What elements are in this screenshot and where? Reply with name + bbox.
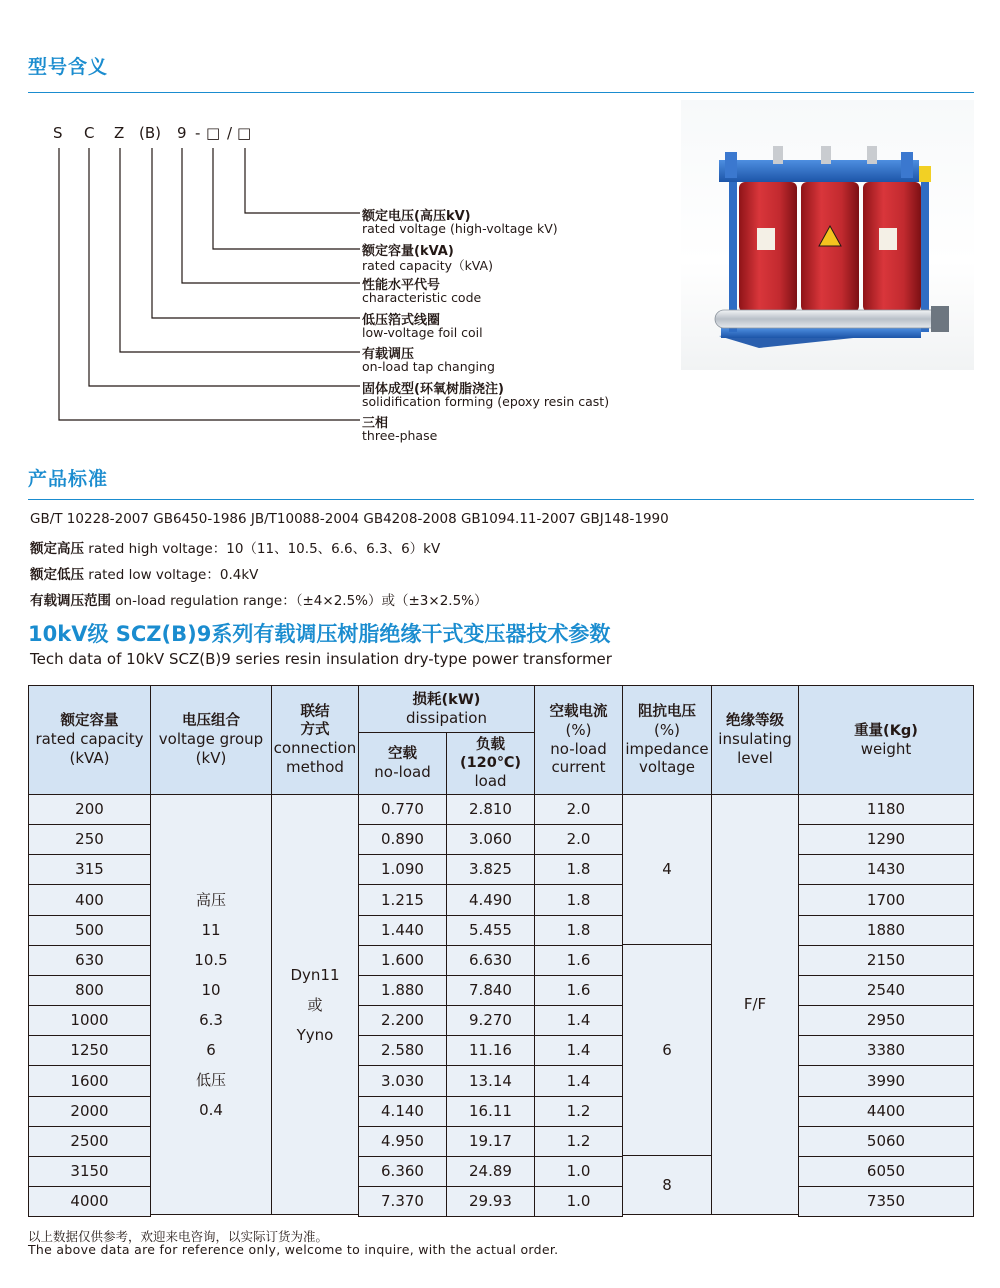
section-divider xyxy=(28,499,974,500)
table-cell-weight: 4400 xyxy=(798,1096,974,1127)
table-cell-weight: 2540 xyxy=(798,975,974,1006)
table-cell-current: 1.0 xyxy=(534,1156,623,1187)
rated-low-voltage xyxy=(30,563,258,583)
voltage-group-line: 6 xyxy=(206,1040,216,1059)
voltage-group-line: 10 xyxy=(201,980,221,999)
header-weight xyxy=(798,685,974,795)
table-cell-noload: 7.370 xyxy=(358,1186,447,1217)
voltage-group-line: 11 xyxy=(201,920,221,939)
table-cell-current: 1.4 xyxy=(534,1035,623,1066)
section-title-model-meaning: 型号含义 xyxy=(28,56,109,78)
table-cell-capacity: 630 xyxy=(28,945,151,976)
legend-zh: 性能水平代号 xyxy=(362,278,441,293)
header-voltage-group xyxy=(150,685,272,795)
table-cell-weight: 1880 xyxy=(798,915,974,946)
table-cell-load: 11.16 xyxy=(446,1035,535,1066)
table-cell-noload: 0.890 xyxy=(358,824,447,855)
header-capacity-unit: (kVA) xyxy=(69,749,110,768)
table-cell-current: 1.4 xyxy=(534,1005,623,1036)
table-cell-load: 7.840 xyxy=(446,975,535,1006)
table-cell-load: 16.11 xyxy=(446,1096,535,1127)
voltage-group-line: 10.5 xyxy=(194,950,228,969)
table-cell-weight: 1700 xyxy=(798,884,974,916)
header-loss-en: dissipation xyxy=(406,708,487,727)
table-cell-current: 1.2 xyxy=(534,1096,623,1127)
table-cell-weight: 2950 xyxy=(798,1005,974,1036)
header-weight-en: weight xyxy=(860,739,912,758)
header-connection-en: method xyxy=(286,758,344,777)
legend-en: on-load tap changing xyxy=(362,359,495,374)
header-noload-zh: 空载 xyxy=(388,746,417,763)
header-current-en: current xyxy=(551,758,606,777)
table-cell-load: 24.89 xyxy=(446,1156,535,1187)
header-load-en: load xyxy=(474,772,507,791)
table-cell-load: 4.490 xyxy=(446,884,535,916)
table-cell-weight: 1430 xyxy=(798,854,974,885)
table-cell-capacity: 500 xyxy=(28,915,151,946)
legend-en: rated voltage (high-voltage kV) xyxy=(362,221,558,236)
model-code-char: C xyxy=(84,124,95,142)
header-dissipation xyxy=(358,685,535,733)
impedance-cell: 6 xyxy=(622,944,712,1156)
impedance-cell: 4 xyxy=(622,794,712,945)
model-code-char: / xyxy=(227,124,233,142)
header-insulation xyxy=(711,685,799,795)
header-impedance-en: voltage xyxy=(638,758,696,777)
header-capacity-en: rated capacity xyxy=(35,730,144,749)
standards-list: GB/T 10228-2007 GB6450-1986 JB/T10088-2004 GB4208-2008 GB1094.11-2007 GBJ148-1990 xyxy=(30,511,669,527)
table-cell-current: 1.8 xyxy=(534,915,623,946)
table-cell-current: 1.2 xyxy=(534,1126,623,1157)
header-noload-loss xyxy=(358,732,447,795)
legend-en: characteristic code xyxy=(362,290,482,305)
table-cell-capacity: 800 xyxy=(28,975,151,1006)
table-cell-load: 9.270 xyxy=(446,1005,535,1036)
table-cell-capacity: 1250 xyxy=(28,1035,151,1066)
header-connection-zh: 方式 xyxy=(300,722,330,739)
table-cell-noload: 1.215 xyxy=(358,884,447,916)
legend-zh: 低压箔式线圈 xyxy=(362,313,441,328)
regulation-range-label: 有载调压范围 xyxy=(30,593,111,609)
table-cell-current: 2.0 xyxy=(534,824,623,855)
table-cell-noload: 0.770 xyxy=(358,794,447,825)
table-cell-capacity: 250 xyxy=(28,824,151,855)
voltage-group-line: 低压 xyxy=(195,1070,226,1089)
table-cell-load: 6.630 xyxy=(446,945,535,976)
model-code-char: □ xyxy=(237,124,252,142)
table-cell-current: 1.0 xyxy=(534,1186,623,1217)
model-code-char: (B) xyxy=(139,124,161,142)
table-cell-load: 5.455 xyxy=(446,915,535,946)
header-voltage-zh: 电压组合 xyxy=(182,713,240,730)
legend-en: three-phase xyxy=(362,428,438,443)
voltage-group-line: 高压 xyxy=(195,890,226,909)
table-cell-current: 1.4 xyxy=(534,1065,623,1097)
table-cell-capacity: 2500 xyxy=(28,1126,151,1157)
header-impedance-en: impedance xyxy=(625,739,709,758)
table-cell-noload: 2.580 xyxy=(358,1035,447,1066)
table-cell-weight: 6050 xyxy=(798,1156,974,1187)
table-cell-load: 29.93 xyxy=(446,1186,535,1217)
legend-zh: 额定电压(高压kV) xyxy=(362,209,471,224)
table-cell-capacity: 315 xyxy=(28,854,151,885)
connection-line: Dyn11 xyxy=(290,965,340,984)
header-insulation-en: level xyxy=(737,749,773,768)
table-cell-capacity: 3150 xyxy=(28,1156,151,1187)
rated-high-voltage-value: rated high voltage：10（11、10.5、6.6、6.3、6）kV xyxy=(84,541,441,557)
tech-data-table xyxy=(28,685,974,1215)
table-cell-load: 13.14 xyxy=(446,1065,535,1097)
header-voltage-unit: (kV) xyxy=(195,749,227,768)
section-title-product-standard: 产品标准 xyxy=(28,468,109,490)
table-cell-noload: 4.950 xyxy=(358,1126,447,1157)
table-cell-noload: 1.440 xyxy=(358,915,447,946)
table-cell-capacity: 4000 xyxy=(28,1186,151,1217)
table-cell-weight: 1180 xyxy=(798,794,974,825)
table-cell-current: 2.0 xyxy=(534,794,623,825)
table-cell-noload: 1.880 xyxy=(358,975,447,1006)
header-impedance-pct: (%) xyxy=(654,720,680,739)
rated-high-voltage-label: 额定高压 xyxy=(30,541,84,557)
model-code-char: Z xyxy=(114,124,125,142)
table-title: 10kV级 SCZ(B)9系列有载调压树脂绝缘干式变压器技术参数 xyxy=(28,622,611,646)
footnote-zh: 以上数据仅供参考，欢迎来电咨询，以实际订货为准。 xyxy=(28,1229,329,1244)
footnote-en: The above data are for reference only, welcome to inquire, with the actual order. xyxy=(28,1242,559,1257)
model-code-char: □ xyxy=(206,124,221,142)
table-cell-weight: 2150 xyxy=(798,945,974,976)
legend-zh: 三相 xyxy=(362,416,389,431)
header-capacity xyxy=(28,685,151,795)
table-cell-current: 1.8 xyxy=(534,884,623,916)
legend-zh: 固体成型(环氧树脂浇注) xyxy=(362,382,504,397)
legend-zh: 额定容量(kVA) xyxy=(362,244,454,259)
header-current-zh: 空载电流 xyxy=(549,703,608,720)
header-current-pct: (%) xyxy=(565,720,592,739)
table-cell-noload: 2.200 xyxy=(358,1005,447,1036)
table-cell-noload: 3.030 xyxy=(358,1065,447,1097)
rated-high-voltage xyxy=(30,537,440,557)
table-cell-capacity: 1000 xyxy=(28,1005,151,1036)
model-code-char: 9 xyxy=(177,124,187,142)
legend-en: solidification forming (epoxy resin cast) xyxy=(362,394,610,409)
table-cell-capacity: 400 xyxy=(28,884,151,916)
rated-low-voltage-value: rated low voltage：0.4kV xyxy=(84,567,259,583)
header-load-loss xyxy=(446,732,535,795)
header-load-zh: 负载(120℃) xyxy=(459,737,522,772)
model-code-char: S xyxy=(53,124,63,142)
regulation-range-value: on-load regulation range：（±4×2.5%）或（±3×2.5%） xyxy=(111,593,488,609)
header-loss-zh: 损耗(kW) xyxy=(412,691,481,708)
table-cell-noload: 6.360 xyxy=(358,1156,447,1187)
table-cell-weight: 5060 xyxy=(798,1126,974,1157)
header-current-en: no-load xyxy=(550,739,607,758)
table-cell-noload: 1.090 xyxy=(358,854,447,885)
header-capacity-zh: 额定容量 xyxy=(60,713,119,730)
connection-line: 或 xyxy=(307,995,323,1014)
connection-line: Yyno xyxy=(296,1025,334,1044)
legend-en: rated capacity（kVA) xyxy=(362,258,493,273)
voltage-group-line: 0.4 xyxy=(199,1100,223,1119)
header-impedance xyxy=(622,685,712,795)
table-cell-load: 3.825 xyxy=(446,854,535,885)
table-cell-load: 19.17 xyxy=(446,1126,535,1157)
header-voltage-en: voltage group xyxy=(158,730,264,749)
legend-en: low-voltage foil coil xyxy=(362,325,483,340)
table-cell-noload: 4.140 xyxy=(358,1096,447,1127)
table-cell-load: 2.810 xyxy=(446,794,535,825)
transformer-photo xyxy=(681,100,974,370)
legend-zh: 有载调压 xyxy=(362,347,415,362)
table-cell-noload: 1.600 xyxy=(358,945,447,976)
table-cell-capacity: 2000 xyxy=(28,1096,151,1127)
table-cell-current: 1.8 xyxy=(534,854,623,885)
table-subtitle: Tech data of 10kV SCZ(B)9 series resin insulation dry-type power transformer xyxy=(30,650,612,668)
header-connection-zh: 联结 xyxy=(300,704,330,721)
header-connection-en: connection xyxy=(273,739,357,758)
model-code-char: - xyxy=(195,124,201,142)
table-cell-weight: 1290 xyxy=(798,824,974,855)
header-noload-en: no-load xyxy=(374,763,431,782)
transformer-illustration xyxy=(681,100,974,370)
header-insulation-en: insulating xyxy=(718,730,792,749)
table-cell-load: 3.060 xyxy=(446,824,535,855)
voltage-group-cell xyxy=(150,794,272,1215)
table-cell-weight: 3380 xyxy=(798,1035,974,1066)
table-cell-weight: 3990 xyxy=(798,1065,974,1097)
table-cell-capacity: 1600 xyxy=(28,1065,151,1097)
regulation-range xyxy=(30,589,488,609)
insulation-cell: F/F xyxy=(711,794,799,1215)
connection-cell xyxy=(271,794,359,1215)
header-connection xyxy=(271,685,359,795)
table-cell-current: 1.6 xyxy=(534,975,623,1006)
rated-low-voltage-label: 额定低压 xyxy=(30,567,84,583)
table-cell-current: 1.6 xyxy=(534,945,623,976)
table-cell-capacity: 200 xyxy=(28,794,151,825)
header-weight-zh: 重量(Kg) xyxy=(854,722,918,739)
header-noload-current xyxy=(534,685,623,795)
table-cell-weight: 7350 xyxy=(798,1186,974,1217)
header-insulation-zh: 绝缘等级 xyxy=(726,713,784,730)
impedance-cell: 8 xyxy=(622,1155,712,1215)
voltage-group-line: 6.3 xyxy=(199,1010,223,1029)
header-impedance-zh: 阻抗电压 xyxy=(638,703,696,720)
